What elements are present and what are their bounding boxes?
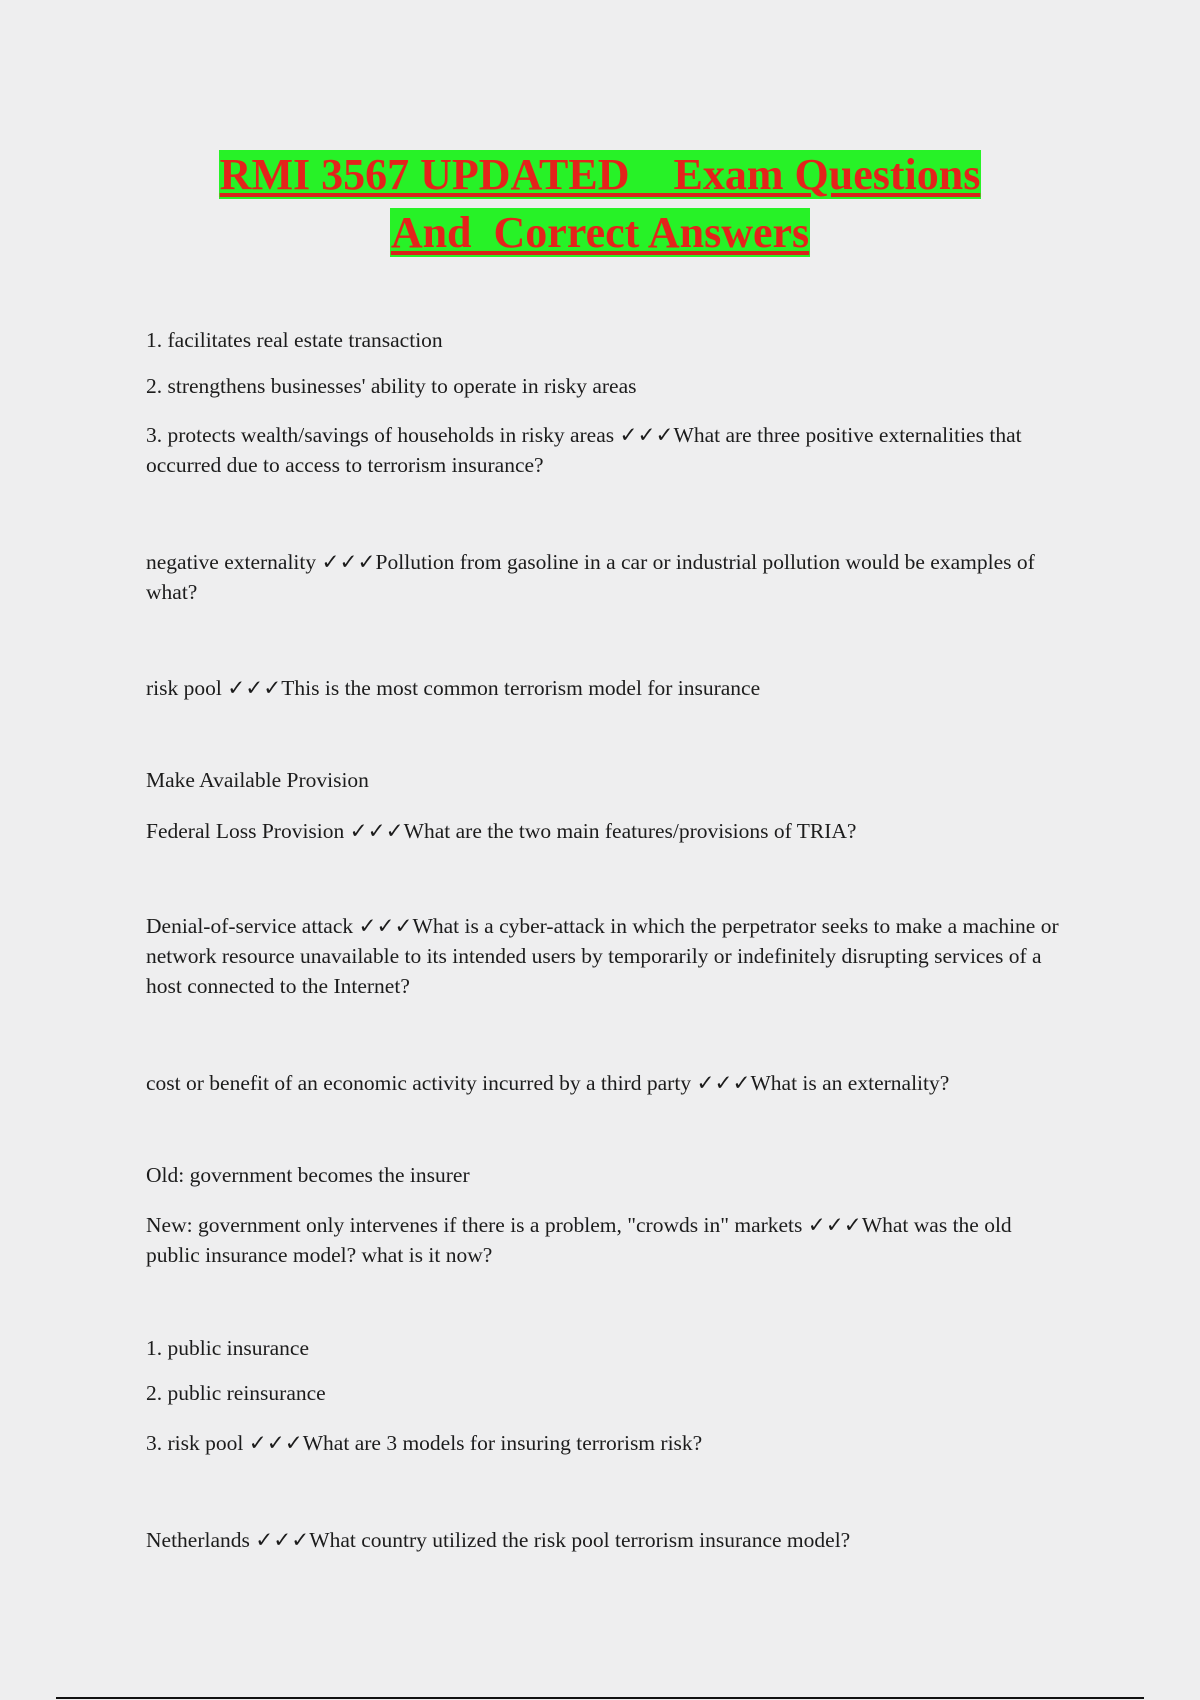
paragraph-5: risk pool ✓✓✓This is the most common terrorism model for insurance (146, 676, 761, 700)
paragraph-15: Netherlands ✓✓✓What country utilized the risk pool terrorism insurance model? (146, 1528, 851, 1552)
paragraph-7: Federal Loss Provision ✓✓✓What are the two main features/provisions of TRIA? (146, 819, 857, 843)
paragraph-13: 2. public reinsurance (146, 1381, 326, 1405)
paragraph-6: Make Available Provision (146, 768, 369, 792)
paragraph-11: New: government only intervenes if there is a problem, "crowds in" markets ✓✓✓What was the old public insurance model? what is it now? (146, 1213, 1012, 1267)
paragraph-2: 2. strengthens businesses' ability to operate in risky areas (146, 374, 637, 398)
paragraph-8: Denial-of-service attack ✓✓✓What is a cyber-attack in which the perpetrator seeks to make a machine or network resource unavailable to its intended users by temporarily or indefinitely disrupting services of a host connected to the Internet? (146, 914, 1059, 998)
page-bottom-rule (56, 1697, 1144, 1699)
document-title (0, 146, 1200, 262)
paragraph-12: 1. public insurance (146, 1336, 309, 1360)
paragraph-1: 1. facilitates real estate transaction (146, 328, 443, 352)
paragraph-4: negative externality ✓✓✓Pollution from gasoline in a car or industrial pollution would be examples of what? (146, 550, 1035, 604)
title-line-1: RMI 3567 UPDATED Exam Questions (219, 150, 981, 199)
paragraph-3: 3. protects wealth/savings of households in risky areas ✓✓✓What are three positive externalities that occurred due to access to terrorism insurance? (146, 423, 1022, 477)
title-line-2: And Correct Answers (390, 208, 810, 257)
paragraph-10: Old: government becomes the insurer (146, 1163, 470, 1187)
paragraph-9: cost or benefit of an economic activity incurred by a third party ✓✓✓What is an externality? (146, 1071, 950, 1095)
paragraph-14: 3. risk pool ✓✓✓What are 3 models for insuring terrorism risk? (146, 1431, 703, 1455)
